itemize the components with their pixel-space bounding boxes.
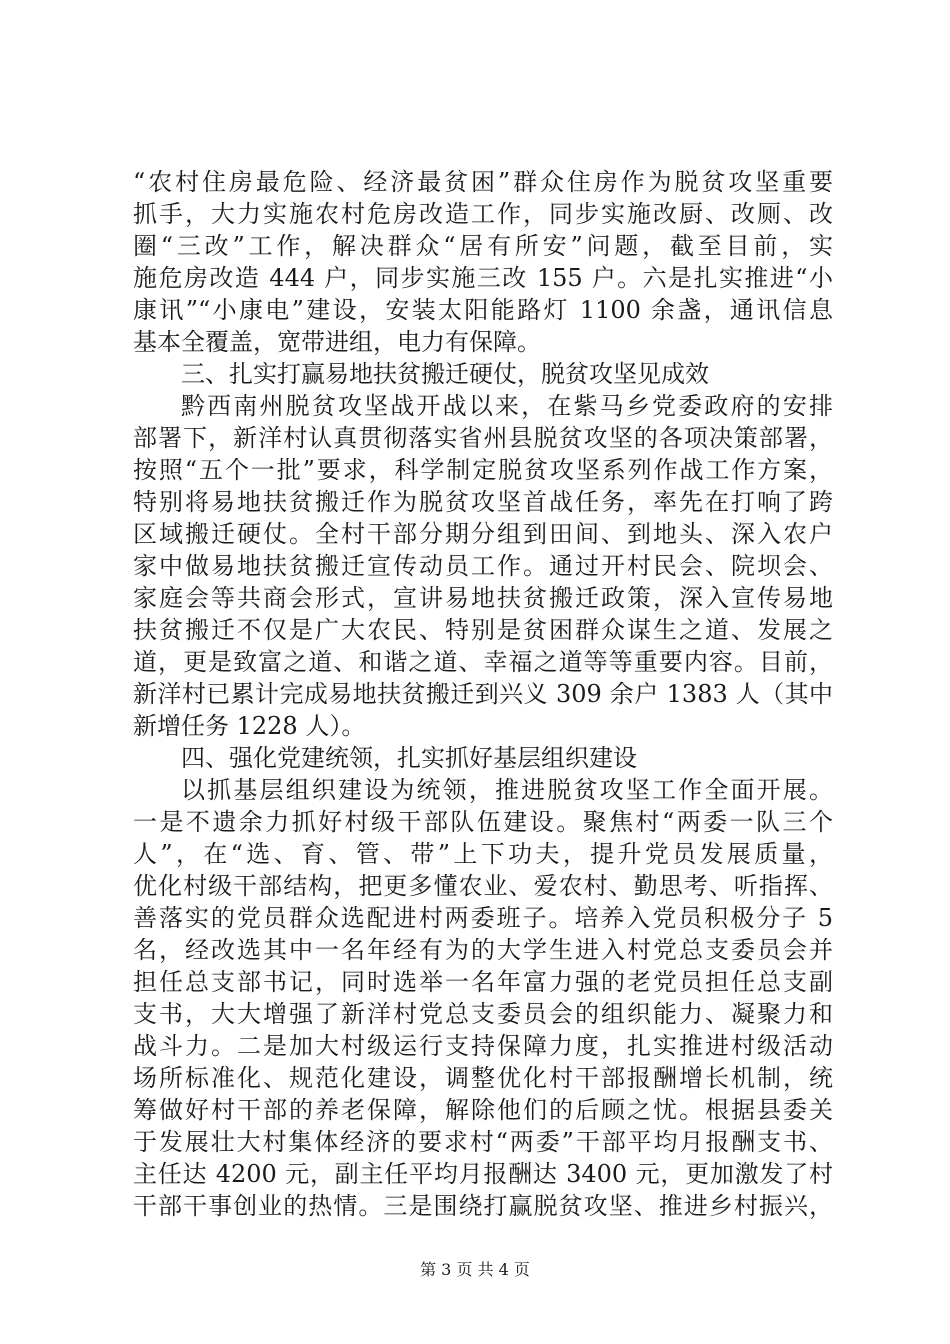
text-line: 人”，在“选、育、管、带”上下功夫，提升党员发展质量， <box>133 840 833 868</box>
text-line: 家庭会等共商会形式，宣讲易地扶贫搬迁政策，深入宣传易地 <box>133 584 833 612</box>
text-line: 善落实的党员群众选配进村两委班子。培养入党员积极分子 5 <box>133 904 833 932</box>
text-line: 圈“三改”工作，解决群众“居有所安”问题，截至目前，实 <box>133 232 833 260</box>
text-line: 施危房改造 444 户，同步实施三改 155 户。六是扎实推进“小 <box>133 264 833 292</box>
page-number-footer: 第 3 页 共 4 页 <box>420 1260 530 1279</box>
text-line: 新洋村已累计完成易地扶贫搬迁到兴义 309 余户 1383 人（其中 <box>133 680 833 708</box>
paragraph-start: 黔西南州脱贫攻坚战开战以来，在紫马乡党委政府的安排 <box>181 392 833 420</box>
text-line: 战斗力。二是加大村级运行支持保障力度，扎实推进村级活动 <box>133 1032 833 1060</box>
text-line: 于发展壮大村集体经济的要求村“两委”干部平均月报酬支书、 <box>133 1128 833 1156</box>
text-line: 部署下，新洋村认真贯彻落实省州县脱贫攻坚的各项决策部署， <box>133 424 833 452</box>
text-line: 主任达 4200 元，副主任平均月报酬达 3400 元，更加激发了村 <box>133 1160 833 1188</box>
text-line: 家中做易地扶贫搬迁宣传动员工作。通过开村民会、院坝会、 <box>133 552 833 580</box>
text-line: “农村住房最危险、经济最贫困”群众住房作为脱贫攻坚重要 <box>133 168 833 196</box>
text-line: 抓手，大力实施农村危房改造工作，同步实施改厨、改厕、改 <box>133 200 833 228</box>
paragraph-start: 以抓基层组织建设为统领，推进脱贫攻坚工作全面开展。 <box>181 776 833 804</box>
text-line: 优化村级干部结构，把更多懂农业、爱农村、勤思考、听指挥、 <box>133 872 833 900</box>
text-line: 区域搬迁硬仗。全村干部分期分组到田间、到地头、深入农户 <box>133 520 833 548</box>
text-line: 基本全覆盖，宽带进组，电力有保障。 <box>133 328 541 356</box>
text-line: 名，经改选其中一名年经有为的大学生进入村党总支委员会并 <box>133 936 833 964</box>
text-line: 一是不遗余力抓好村级干部队伍建设。聚焦村“两委一队三个 <box>133 808 833 836</box>
text-line: 担任总支部书记，同时选举一名年富力强的老党员担任总支副 <box>133 968 833 996</box>
text-line: 扶贫搬迁不仅是广大农民、特别是贫困群众谋生之道、发展之 <box>133 616 833 644</box>
text-line: 新增任务 1228 人）。 <box>133 712 366 740</box>
text-line: 康讯”“小康电”建设，安装太阳能路灯 1100 余盏，通讯信息 <box>133 296 833 324</box>
text-line: 特别将易地扶贫搬迁作为脱贫攻坚首战任务，率先在打响了跨 <box>133 488 833 516</box>
text-line: 场所标准化、规范化建设，调整优化村干部报酬增长机制，统 <box>133 1064 833 1092</box>
text-line: 道，更是致富之道、和谐之道、幸福之道等等重要内容。目前， <box>133 648 833 676</box>
text-line: 筹做好村干部的养老保障，解除他们的后顾之忧。根据县委关 <box>133 1096 833 1124</box>
section-heading-3: 三、扎实打赢易地扶贫搬迁硬仗，脱贫攻坚见成效 <box>181 360 709 388</box>
text-line: 支书，大大增强了新洋村党总支委员会的组织能力、凝聚力和 <box>133 1000 833 1028</box>
document-body <box>133 166 833 1222</box>
text-line: 干部干事创业的热情。三是围绕打赢脱贫攻坚、推进乡村振兴， <box>133 1192 833 1220</box>
text-line: 按照“五个一批”要求，科学制定脱贫攻坚系列作战工作方案， <box>133 456 833 484</box>
section-heading-4: 四、强化党建统领，扎实抓好基层组织建设 <box>181 744 637 772</box>
